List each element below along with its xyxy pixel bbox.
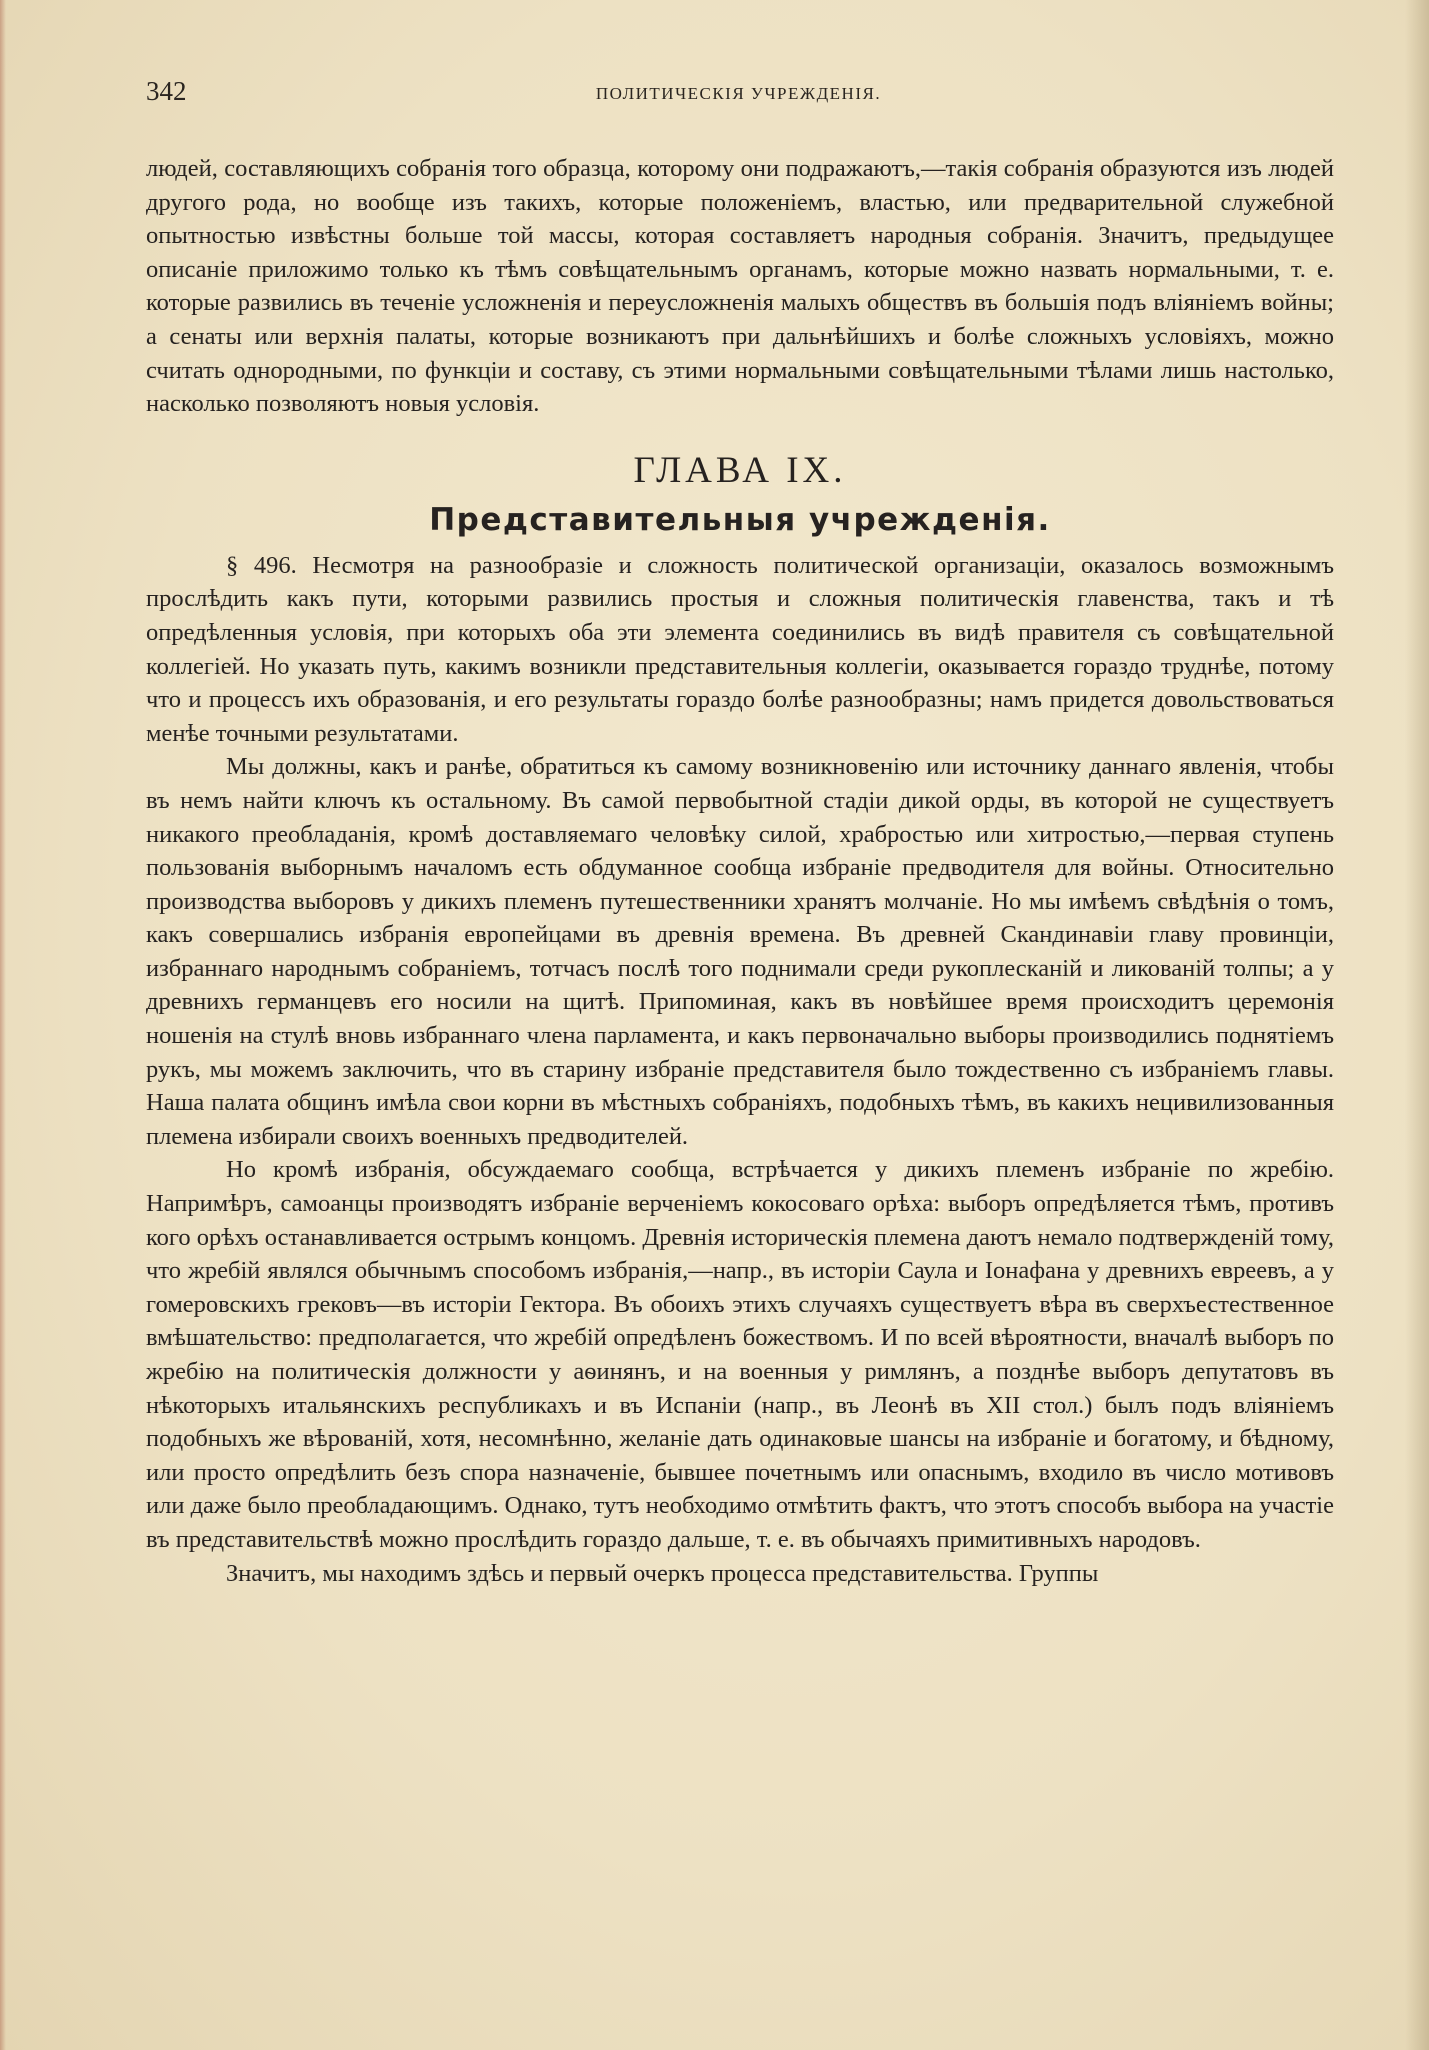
page-header: [146, 76, 1331, 116]
page-number: 342: [146, 76, 187, 106]
page-right-edge-shadow: [1405, 0, 1429, 2050]
chapter-number: ГЛАВА IX.: [633, 449, 847, 491]
page-left-edge: [0, 0, 6, 2050]
paragraph-election-origins: Мы должны, какъ и ранѣе, обратиться къ самому возникновенію или источнику даннаго явленія, чтобы въ немъ найти ключъ къ остальному. Въ самой первобытной стадіи дикой орды, въ которой не существуетъ никакого преобладанія, кромѣ доставляемаго человѣку силой, храбростью или хитростью,—первая ступень пользованія выборнымъ началомъ есть обдуманное сообща избраніе предводителя для войны. Относительно производства выборовъ у дикихъ племенъ путешественники хранятъ молчаніе. Но мы имѣемъ свѣдѣнія о томъ, какъ совершались избранія европейцами въ древнія времена. Въ древней Скандинавіи главу провинціи, избраннаго народнымъ собраніемъ, тотчасъ послѣ того поднимали среди рукоплесканій и ликованій толпы; а у древнихъ германцевъ его носили на щитѣ. Припоминая, какъ въ новѣйшее время происходитъ церемонія ношенія на стулѣ вновь избраннаго члена парламента, и какъ первоначально выборы производились поднятіемъ рукъ, мы можемъ заключить, что въ старину избраніе представителя было тождественно съ избраніемъ главы. Наша палата общинъ имѣла свои корни въ мѣстныхъ собраніяхъ, подобныхъ тѣмъ, въ какихъ нецивилизованныя племена избирали своихъ военныхъ предводителей.: [146, 753, 1334, 1150]
intro-paragraph: людей, составляющихъ собранія того образца, которому они подражаютъ,—такія собранія образуются изъ людей другого рода, но вообще изъ такихъ, которые положеніемъ, властью, или предварительной служебной опытностью извѣстны больше той массы, которая составляетъ народныя собранія. Значитъ, предыдущее описаніе приложимо только къ тѣмъ совѣщательнымъ органамъ, которые можно назвать нормальными, т. е. которые развились въ теченіе усложненія и переусложненія малыхъ обществъ въ большія подъ вліяніемъ войны; а сенаты или верхнія палаты, которые возникаютъ при дальнѣйшихъ и болѣе сложныхъ условіяхъ, можно считать однородными, по функціи и составу, съ этими нормальными совѣщательными тѣлами лишь настолько, насколько позволяютъ новыя условія.: [146, 155, 1334, 418]
page-body: [146, 152, 1334, 1590]
chapter-title: Представительныя учрежденія.: [429, 501, 1051, 538]
paragraph-496: § 496. Несмотря на разнообразіе и сложность политической организаціи, оказалось возможнымъ прослѣдить какъ пути, которыми развились простыя и сложныя политическія главенства, такъ и тѣ опредѣленныя условія, при которыхъ оба эти элемента соединились въ видѣ правителя съ совѣщательной коллегіей. Но указать путь, какимъ возникли представительныя коллегіи, оказывается гораздо труднѣе, потому что и процессъ ихъ образованія, и его результаты гораздо болѣе разнообразны; намъ придется довольствоваться менѣе точными результатами.: [146, 551, 1334, 747]
paragraph-representation: Значитъ, мы находимъ здѣсь и первый очеркъ процесса представительства. Группы: [226, 1559, 1099, 1587]
running-title: ПОЛИТИЧЕСКІЯ УЧРЕЖДЕНІЯ.: [595, 84, 882, 103]
paragraph-lot-election: Но кромѣ избранія, обсуждаемаго сообща, встрѣчается у дикихъ племенъ избраніе по жребію. Напримѣръ, самоанцы производятъ избраніе верченіемъ кокосоваго орѣха: выборъ опредѣляется тѣмъ, противъ кого орѣхъ останавливается острымъ концомъ. Древнія историческія племена даютъ немало подтвержденій тому, что жребій являлся обычнымъ способомъ избранія,—напр., въ исторіи Саула и Іонафана у древнихъ евреевъ, а у гомеровскихъ грековъ—въ исторіи Гектора. Въ обоихъ этихъ случаяхъ существуетъ вѣра въ сверхъестественное вмѣшательство: предполагается, что жребій опредѣленъ божествомъ. И по всей вѣроятности, вначалѣ выборъ по жребію на политическія должности у аѳинянъ, и на военныя у римлянъ, а позднѣе выборъ депутатовъ въ нѣкоторыхъ итальянскихъ республикахъ и въ Испаніи (напр., въ Леонѣ въ XII стол.) былъ подъ вліяніемъ подобныхъ же вѣрованій, хотя, несомнѣнно, желаніе дать одинаковые шансы на избраніе и богатому, и бѣдному, или просто опредѣлить безъ спора назначеніе, бывшее почетнымъ или опаснымъ, входило въ число мотивовъ или даже было преобладающимъ. Однако, тутъ необходимо отмѣтить фактъ, что этотъ способъ выбора на участіе въ представительствѣ можно прослѣдить гораздо дальше, т. е. въ обычаяхъ примитивныхъ народовъ.: [146, 1156, 1334, 1553]
